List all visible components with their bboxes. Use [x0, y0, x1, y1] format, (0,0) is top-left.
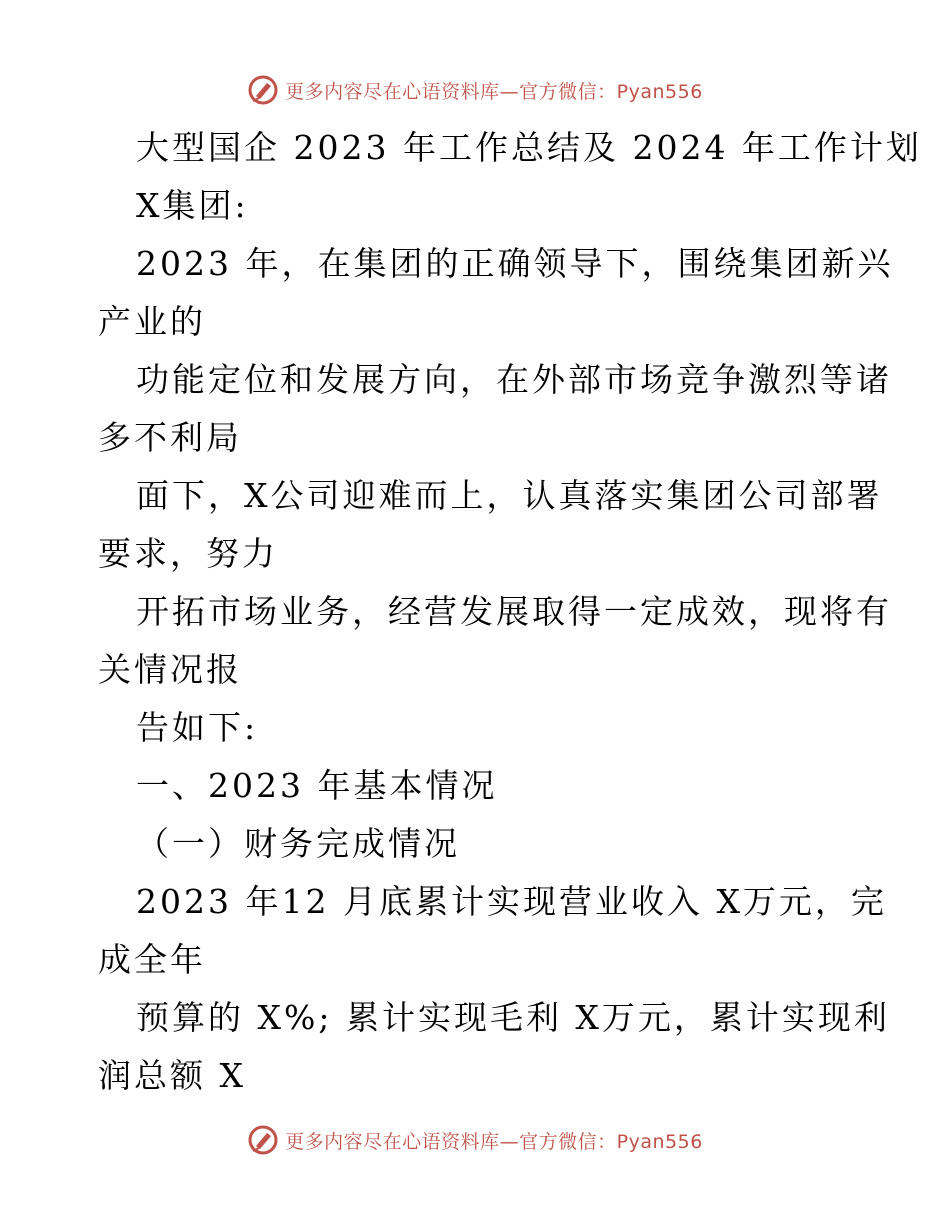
document-title: 大型国企 2023 年工作总结及 2024 年工作计划 — [136, 128, 922, 167]
pen-seal-icon — [247, 1124, 279, 1156]
header-banner — [0, 70, 950, 110]
paragraph-line: 面下，X公司迎难而上，认真落实集团公司部署 — [136, 476, 883, 515]
paragraph-line: 功能定位和发展方向，在外部市场竞争激烈等诸 — [136, 360, 892, 399]
salutation: X集团: — [136, 186, 249, 225]
footer-banner — [0, 1120, 950, 1160]
banner-label: 更多内容尽在心语资料库—官方微信： — [285, 1130, 617, 1153]
paragraph-line: 预算的 X%; 累计实现毛利 X万元，累计实现利 — [136, 998, 890, 1037]
banner-wechat-id: Pyan556 — [616, 1130, 703, 1153]
paragraph-line: 多不利局 — [98, 418, 242, 457]
paragraph-line: 2023 年，在集团的正确领导下，围绕集团新兴 — [136, 244, 894, 283]
banner-text — [285, 1127, 703, 1154]
banner-text — [285, 77, 703, 104]
paragraph-line: 成全年 — [98, 940, 206, 979]
pen-seal-icon — [247, 74, 279, 106]
paragraph-line: 产业的 — [98, 302, 206, 341]
subsection-heading: （一）财务完成情况 — [136, 824, 460, 863]
paragraph-line: 2023 年12 月底累计实现营业收入 X万元，完 — [136, 882, 887, 921]
banner-label: 更多内容尽在心语资料库—官方微信： — [285, 80, 617, 103]
paragraph-line: 开拓市场业务，经营发展取得一定成效，现将有 — [136, 592, 892, 631]
paragraph-line: 要求，努力 — [98, 534, 278, 573]
paragraph-line: 润总额 X — [98, 1056, 246, 1095]
paragraph-line: 告如下: — [136, 708, 259, 747]
banner-wechat-id: Pyan556 — [616, 80, 703, 103]
paragraph-line: 关情况报 — [98, 650, 242, 689]
section-heading: 一、2023 年基本情况 — [136, 766, 498, 805]
